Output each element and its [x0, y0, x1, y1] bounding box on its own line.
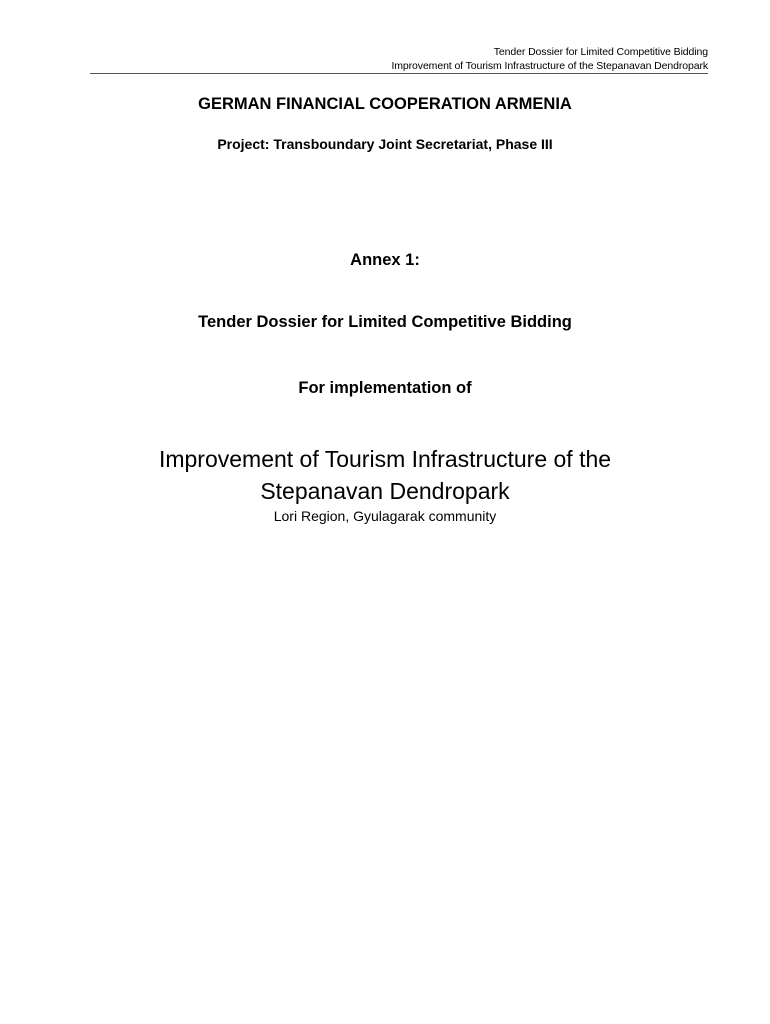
location-line: Lori Region, Gyulagarak community	[273, 508, 497, 524]
organization-title: GERMAN FINANCIAL COOPERATION ARMENIA	[198, 95, 572, 113]
implementation-label: For implementation of	[298, 379, 472, 397]
project-name-line-1: Improvement of Tourism Infrastructure of the	[158, 446, 612, 472]
dossier-title: Tender Dossier for Limited Competitive Bidding	[198, 313, 572, 331]
header-rule	[90, 73, 708, 74]
header-line-2: Improvement of Tourism Infrastructure of the Stepanavan Dendropark	[391, 60, 708, 72]
annex-label: Annex 1:	[350, 251, 420, 269]
header-line-1: Tender Dossier for Limited Competitive Bidding	[493, 46, 708, 58]
project-name	[0, 443, 770, 507]
running-header	[90, 45, 708, 73]
project-line: Project: Transboundary Joint Secretariat, Phase III	[217, 136, 553, 152]
project-name-line-2: Stepanavan Dendropark	[260, 478, 510, 504]
